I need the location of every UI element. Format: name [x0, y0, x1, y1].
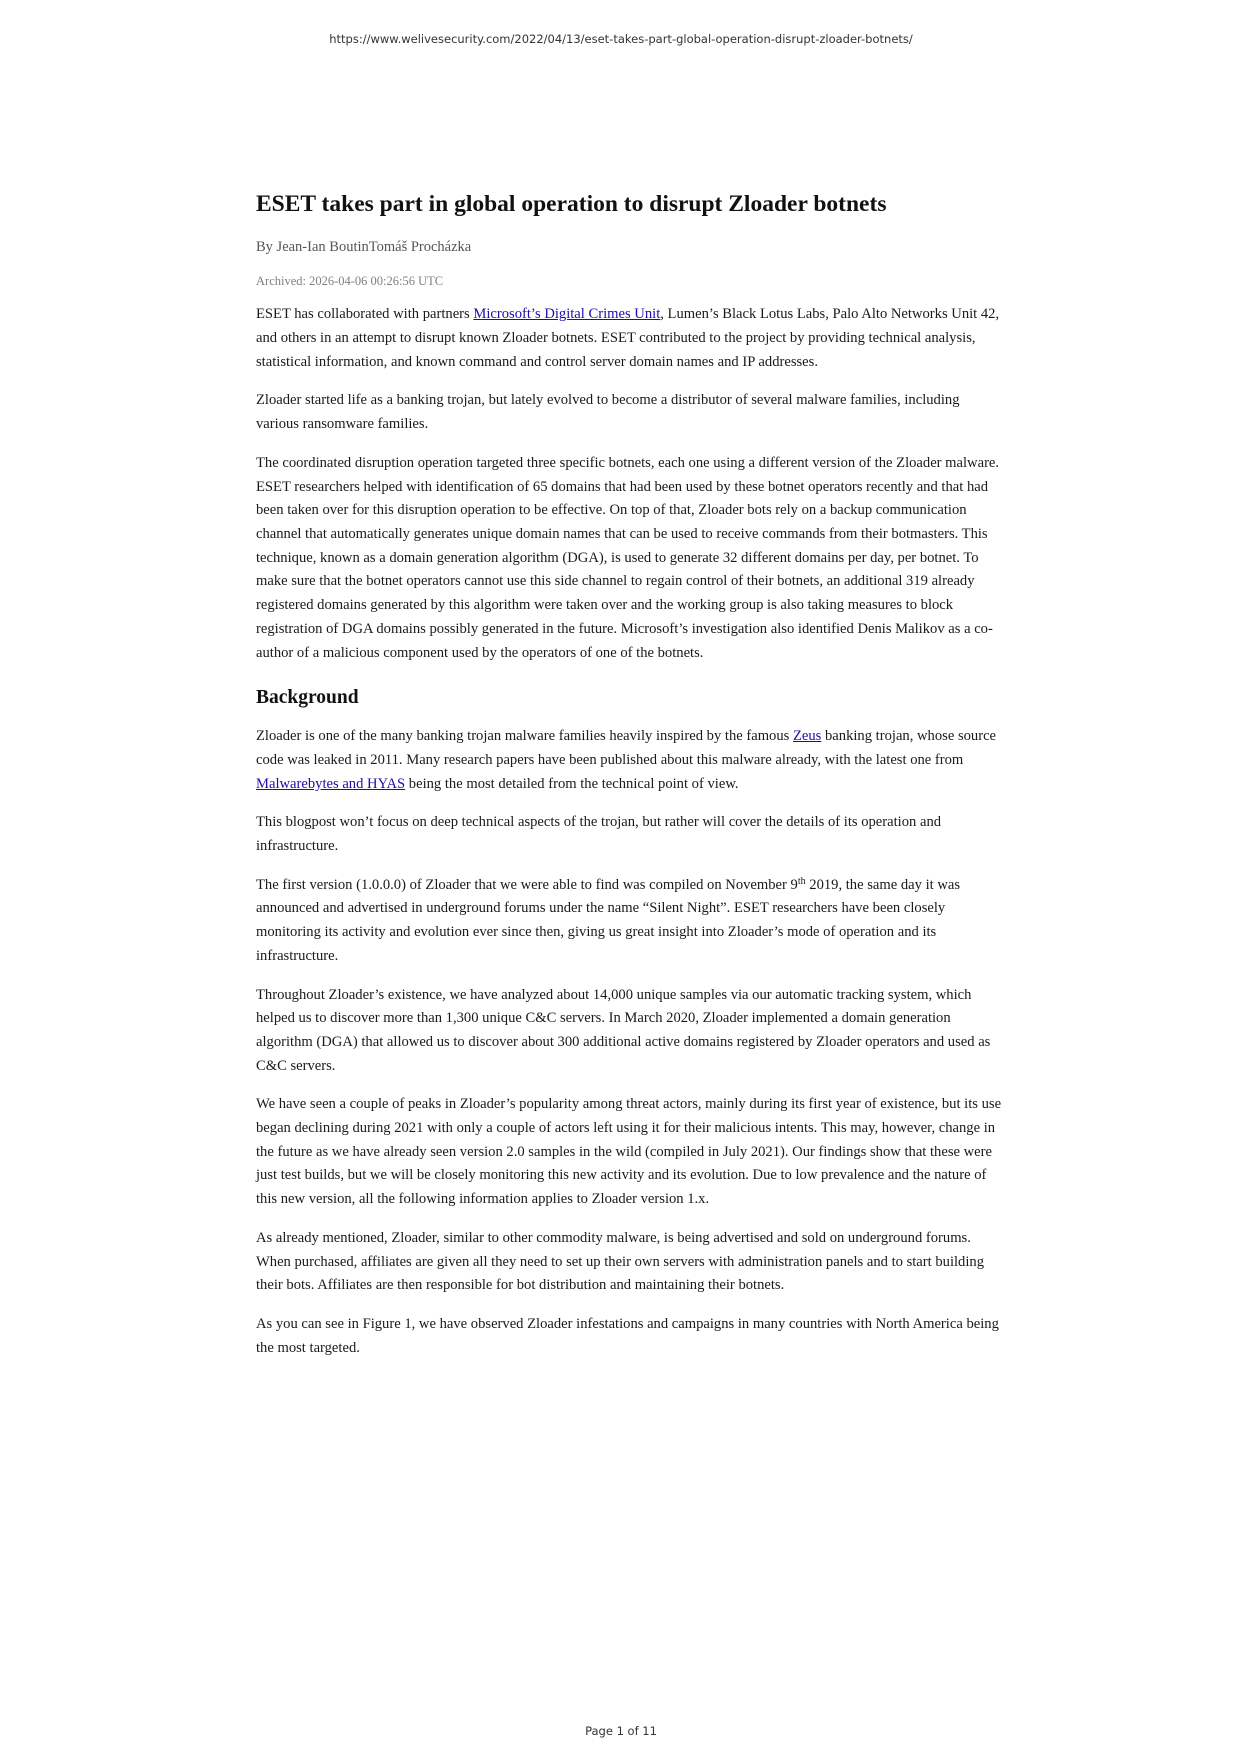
- paragraph-8: We have seen a couple of peaks in Zloader’s popularity among threat actors, mainly during its first year of existence, but its use began declining during 2021 with only a couple of actors left using it for their malicious intents. This may, however, change in the future as we have already seen version 2.0 samples in the wild (compiled in July 2021). Our findings show that these were just test builds, but we will be closely monitoring this new activity and its evolution. Due to low prevalence and the nature of this new version, all the following information applies to Zloader version 1.x.: [256, 1096, 1002, 1208]
- paragraph-4-text-a: Zloader is one of the many banking trojan malware families heavily inspired by the famous: [256, 728, 793, 745]
- article-body: [256, 190, 1002, 1375]
- paragraph-6-text-a: The first version (1.0.0.0) of Zloader that we were able to find was compiled on November 9: [256, 876, 798, 893]
- article-title: ESET takes part in global operation to disrupt Zloader botnets: [256, 191, 887, 217]
- paragraph-3: The coordinated disruption operation targeted three specific botnets, each one using a different version of the Zloader malware. ESET researchers helped with identification of 65 domains that had been used by these botnet operators recently and that had been taken over for this disruption operation to be effective. On top of that, Zloader bots rely on a backup communication channel that automatically generates unique domain names that can be used to receive commands from their botmasters. This technique, known as a domain generation algorithm (DGA), is used to generate 32 different domains per day, per botnet. To make sure that the botnet operators cannot use this side channel to regain control of their botnets, an additional 319 already registered domains generated by this algorithm were taken over and the working group is also taking measures to block registration of DGA domains possibly generated in the future. Microsoft’s investigation also identified Denis Malikov as a co-author of a malicious component used by the operators of one of the botnets.: [256, 454, 1000, 661]
- paragraph-2: Zloader started life as a banking trojan, but lately evolved to become a distributor of several malware families, including various ransomware families.: [256, 392, 960, 433]
- paragraph-6-text-b: 2019, the same day it was announced and advertised in underground forums under the name “Silent Night”. ESET researchers have been closely monitoring its activity and evolution ever since then, giving us great insight into Zloader’s mode of operation and its infrastructure.: [256, 876, 961, 964]
- page-url-header: https://www.welivesecurity.com/2022/04/13/eset-takes-part-global-operation-disrupt-zloader-botnets/: [329, 32, 913, 46]
- paragraph-6: [256, 874, 1002, 969]
- paragraph-1-text-b: , Lumen’s Black Lotus Labs, Palo Alto Networks Unit 42, and others in an attempt to disrupt known Zloader botnets. ESET contributed to the project by providing technical analysis, statistical information, and known command and control server domain names and IP addresses.: [256, 306, 1000, 370]
- archived-timestamp: Archived: 2026-04-06 00:26:56 UTC: [256, 274, 444, 289]
- page-number-footer: Page 1 of 11: [585, 1724, 657, 1738]
- article-byline: By Jean-Ian BoutinTomáš Procházka: [256, 239, 472, 256]
- paragraph-4-text-b: banking trojan, whose source code was leaked in 2011. Many research papers have been published about this malware already, with the latest one from: [256, 728, 997, 768]
- link-malwarebytes-and-hyas[interactable]: Malwarebytes and HYAS: [256, 775, 406, 792]
- paragraph-9: As already mentioned, Zloader, similar to other commodity malware, is being advertised and sold on underground forums. When purchased, affiliates are given all they need to set up their own servers with administration panels and to start building their bots. Affiliates are then responsible for bot distribution and maintaining their botnets.: [256, 1229, 984, 1294]
- paragraph-10: As you can see in Figure 1, we have observed Zloader infestations and campaigns in many countries with North America being the most targeted.: [256, 1315, 999, 1356]
- section-heading-background: Background: [256, 687, 359, 709]
- paragraph-4-text-c: being the most detailed from the technical point of view.: [405, 775, 739, 792]
- paragraph-4: [256, 725, 1002, 796]
- link-zeus[interactable]: Zeus: [792, 728, 822, 745]
- paragraph-5: This blogpost won’t focus on deep technical aspects of the trojan, but rather will cover the details of its operation and infrastructure.: [256, 814, 942, 855]
- paragraph-1-text-a: ESET has collaborated with partners: [256, 306, 474, 323]
- paragraph-7: Throughout Zloader’s existence, we have analyzed about 14,000 unique samples via our automatic tracking system, which helped us to discover more than 1,300 unique C&C servers. In March 2020, Zloader implemented a domain generation algorithm (DGA) that allowed us to discover about 300 additional active domains registered by Zloader operators and used as C&C servers.: [256, 986, 991, 1074]
- ordinal-superscript: th: [797, 875, 806, 887]
- link-microsoft-digital-crimes-unit[interactable]: Microsoft’s Digital Crimes Unit: [473, 306, 661, 323]
- paragraph-1: [256, 303, 1002, 374]
